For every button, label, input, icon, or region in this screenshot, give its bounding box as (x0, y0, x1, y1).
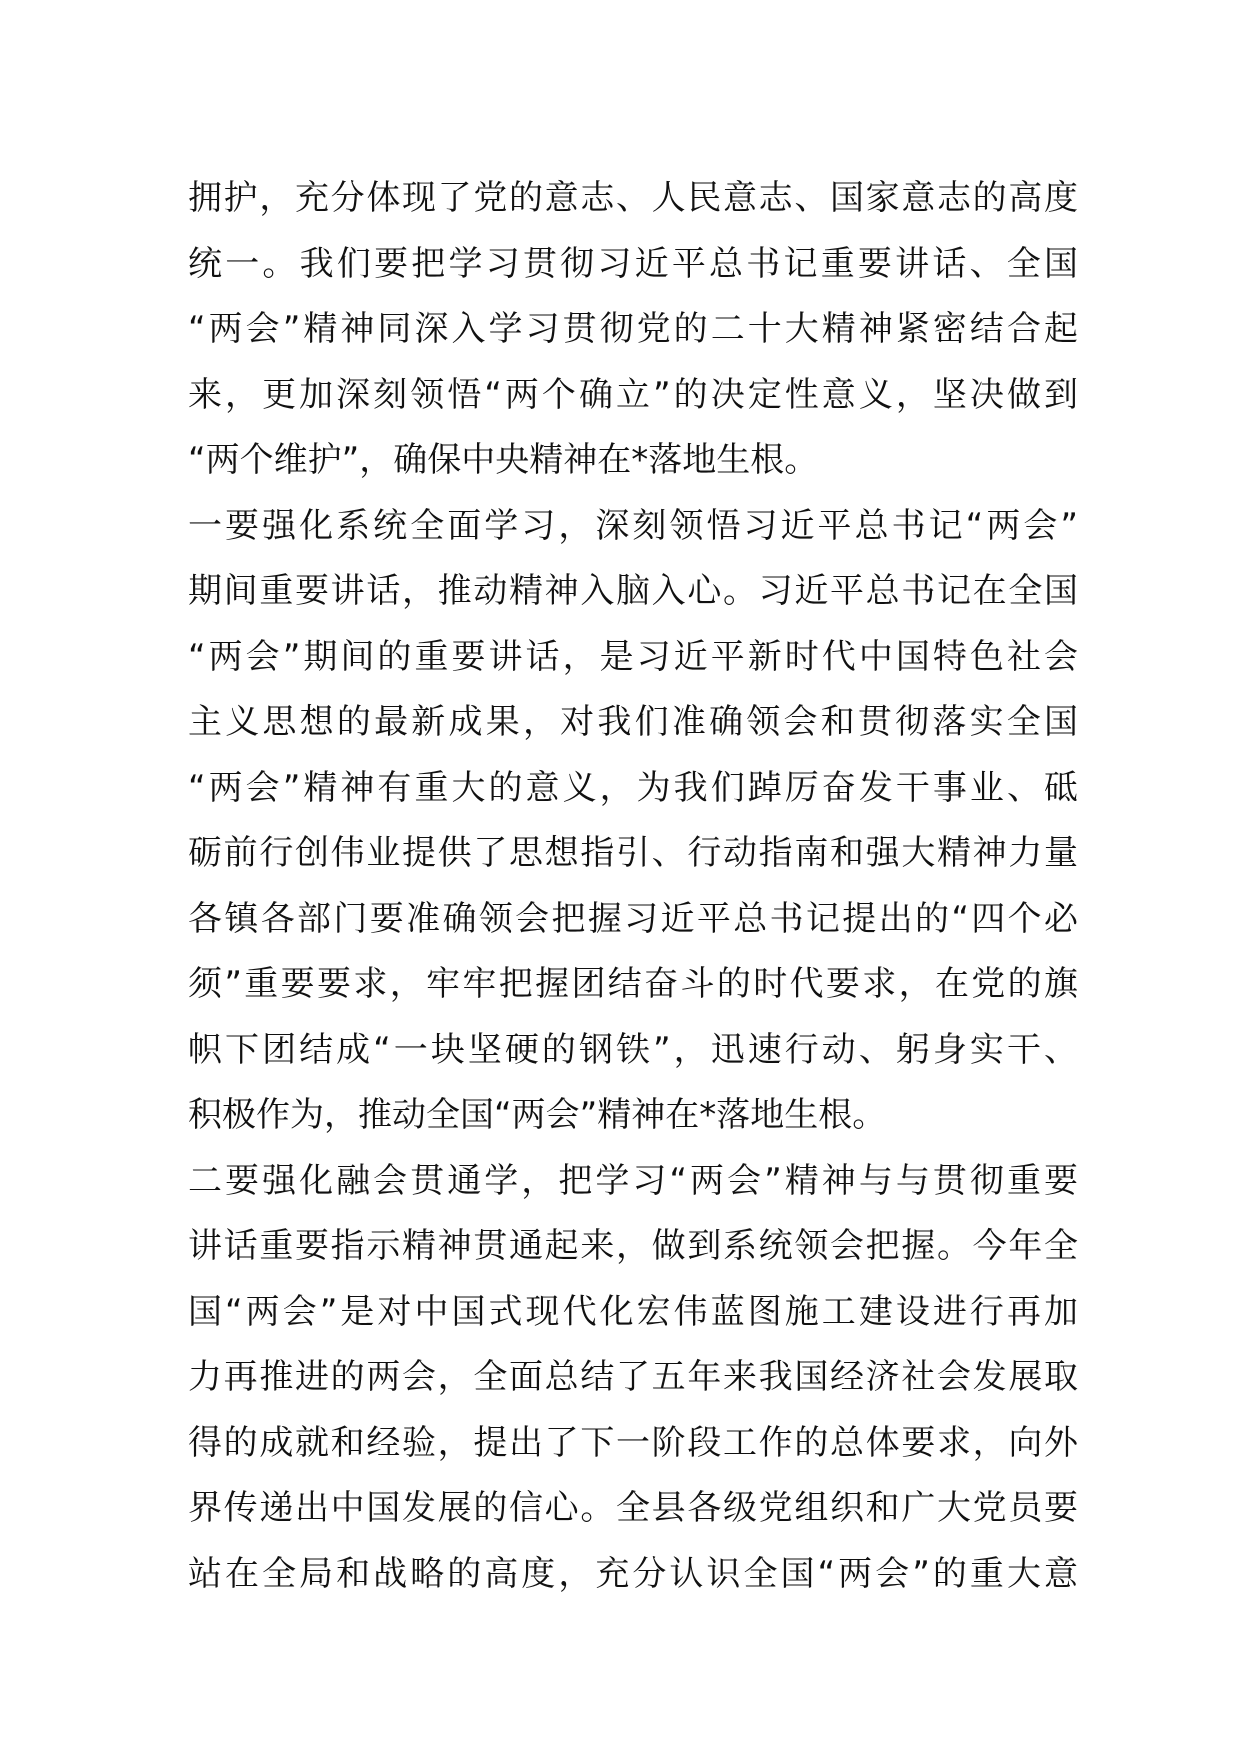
text-line: 讲话重要指示精神贯通起来，做到系统领会把握。今年全 (188, 1226, 1078, 1266)
text-line: 二要强化融会贯通学，把学习“两会”精神与与贯彻重要 (188, 1160, 1078, 1201)
text-line: 统一。我们要把学习贯彻习近平总书记重要讲话、全国 (188, 243, 1078, 284)
text-line: 来，更加深刻领悟“两个确立”的决定性意义，坚决做到 (188, 374, 1078, 415)
text-line: 界传递出中国发展的信心。全县各级党组织和广大党员要 (188, 1488, 1078, 1528)
text-line: 一要强化系统全面学习，深刻领悟习近平总书记“两会” (188, 505, 1078, 546)
text-line: 砺前行创伟业提供了思想指引、行动指南和强大精神力量 (188, 833, 1078, 873)
text-line: 力再推进的两会，全面总结了五年来我国经济社会发展取 (188, 1357, 1078, 1397)
text-line: 帜下团结成“一块坚硬的钢铁”，迅速行动、躬身实干、 (188, 1029, 1078, 1070)
document-body (188, 166, 1078, 1607)
text-line: 积极作为，推动全国“两会”精神在*落地生根。 (188, 1095, 887, 1135)
text-line: 主义思想的最新成果，对我们准确领会和贯彻落实全国 (188, 702, 1078, 742)
text-line: 国“两会”是对中国式现代化宏伟蓝图施工建设进行再加 (188, 1291, 1078, 1332)
text-line: “两个维护”，确保中央精神在*落地生根。 (188, 440, 819, 480)
text-line: 须”重要要求，牢牢把握团结奋斗的时代要求，在党的旗 (188, 964, 1078, 1004)
text-line: “两会”期间的重要讲话，是习近平新时代中国特色社会 (188, 636, 1078, 677)
text-line: “两会”精神同深入学习贯彻党的二十大精神紧密结合起 (188, 309, 1078, 349)
text-line: 站在全局和战略的高度，充分认识全国“两会”的重大意 (188, 1553, 1078, 1594)
text-line: 得的成就和经验，提出了下一阶段工作的总体要求，向外 (188, 1422, 1078, 1463)
text-line: 拥护，充分体现了党的意志、人民意志、国家意志的高度 (188, 178, 1078, 218)
text-line: 各镇各部门要准确领会把握习近平总书记提出的“四个必 (188, 898, 1078, 939)
text-line: “两会”精神有重大的意义，为我们踔厉奋发干事业、砥 (188, 767, 1078, 808)
text-line: 期间重要讲话，推动精神入脑入心。习近平总书记在全国 (188, 571, 1078, 611)
